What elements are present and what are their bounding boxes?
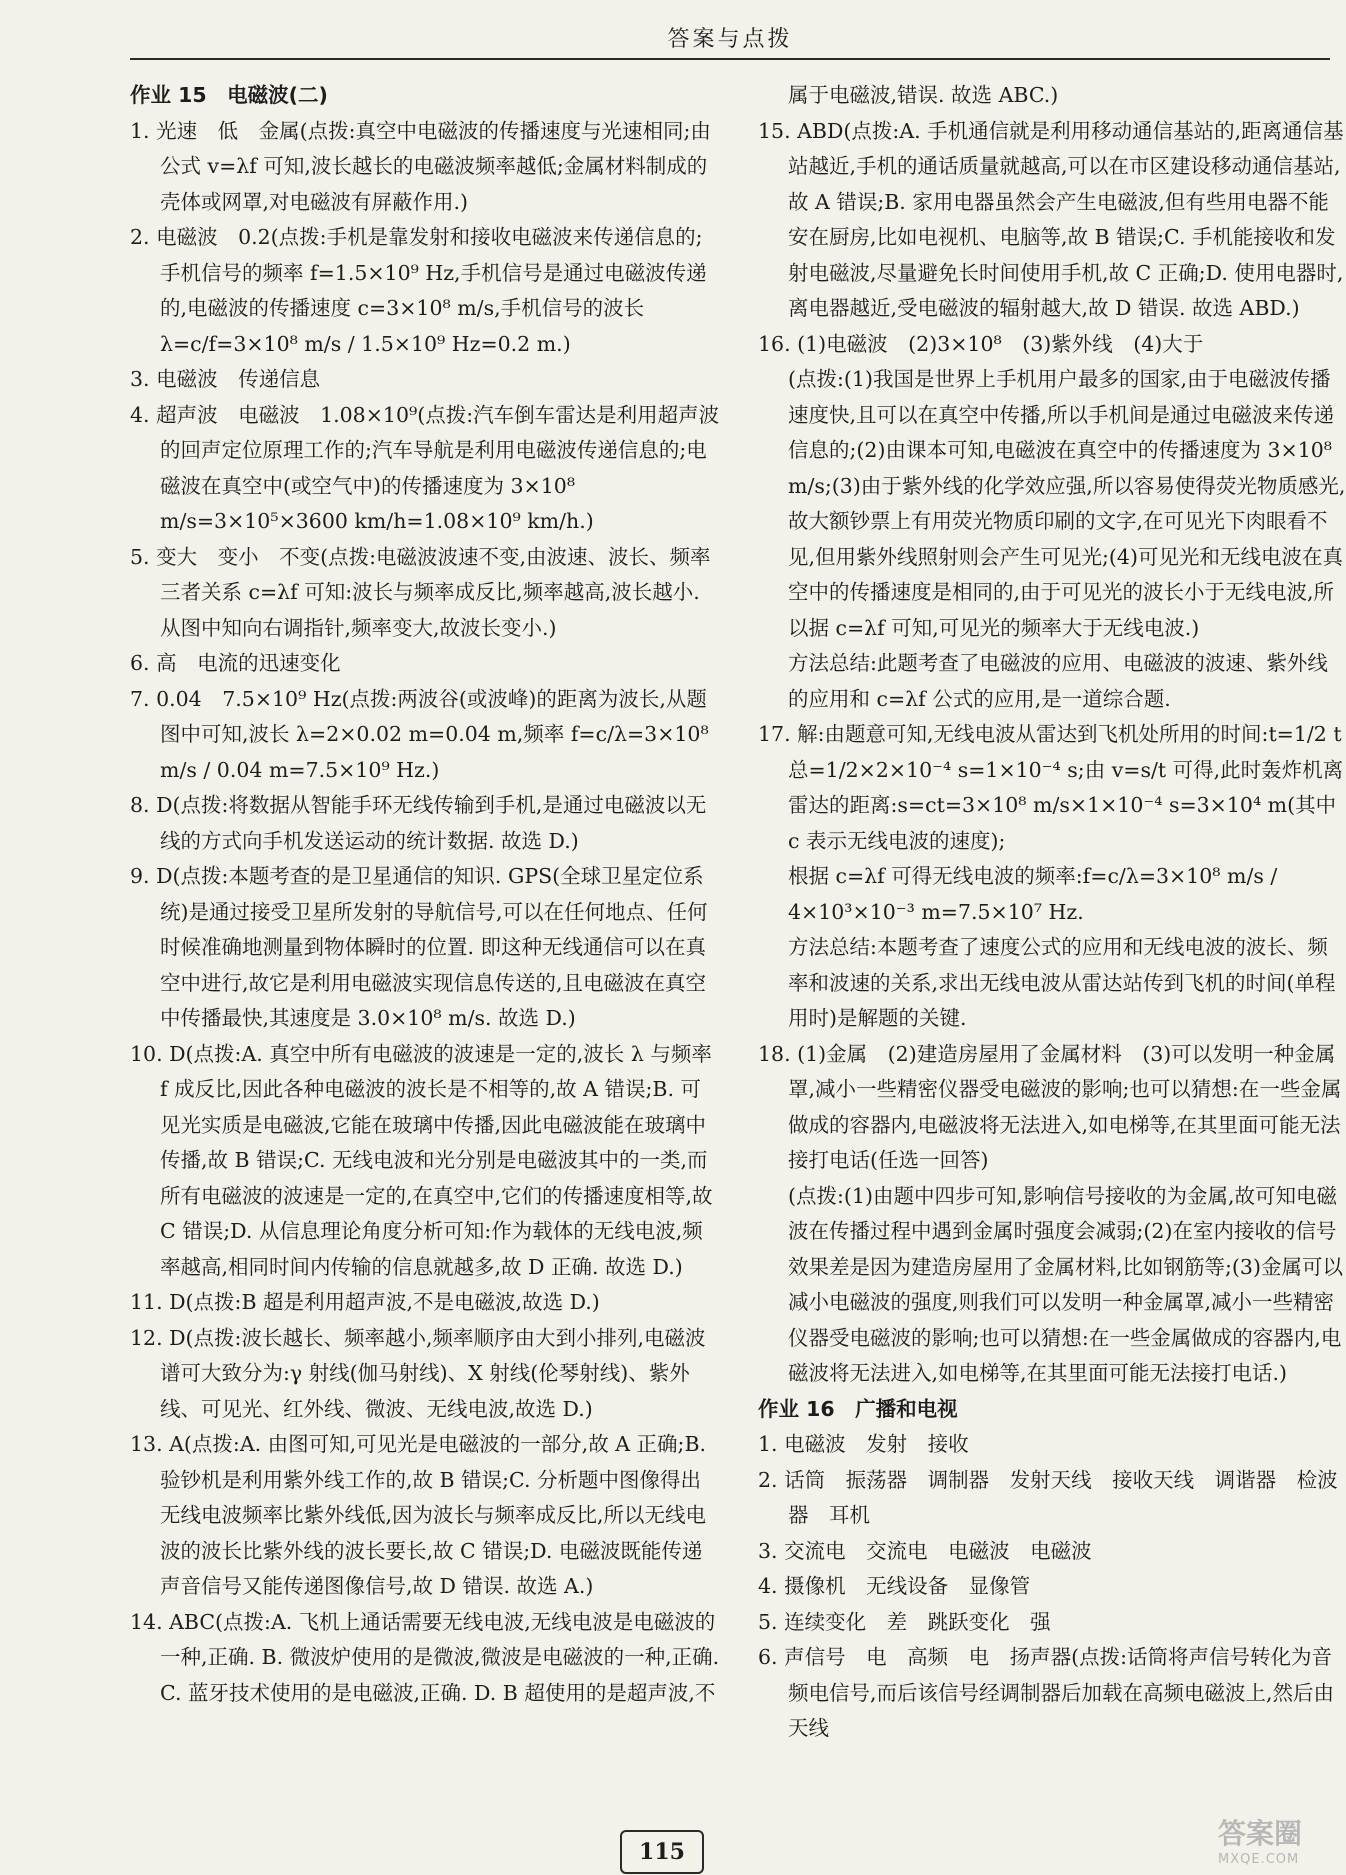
answer-paragraph: 方法总结:此题考查了电磁波的应用、电磁波的波速、紫外线的应用和 c=λf 公式的应用,是一道综合题.	[788, 651, 1328, 711]
answer-paragraph: 3. 电磁波 传递信息	[130, 367, 321, 391]
answer-paragraph: 方法总结:本题考查了速度公式的应用和无线电波的波长、频率和波速的关系,求出无线电波从雷达站传到飞机的时间(单程用时)是解题的关键.	[788, 935, 1336, 1030]
answer-paragraph: 14. ABC(点拨:A. 飞机上通话需要无线电波,无线电波是电磁波的一种,正确. B. 微波炉使用的是微波,微波是电磁波的一种,正确. C. 蓝牙技术使用的是电磁波,正确. D. B 超使用的是超声波,不	[130, 1609, 720, 1705]
answer-paragraph: 属于电磁波,错误. 故选 ABC.)	[788, 83, 1059, 107]
answer-paragraph: 2. 话筒 振荡器 调制器 发射天线 接收天线 调谐器 检波器 耳机	[758, 1467, 1338, 1527]
answer-paragraph: 13. A(点拨:A. 由图可知,可见光是电磁波的一部分,故 A 正确;B. 验钞机是利用紫外线工作的,故 B 错误;C. 分析题中图像得出无线电波频率比紫外线低,因为波长与频率成反比,所以无线电波的波长比紫外线的波长要长,故 C 错误;D. 电磁波既能传递声音信号又能传递图像信号,故 D 错误. 故选 A.)	[130, 1432, 707, 1598]
answer-paragraph: (点拨:(1)我国是世界上手机用户最多的国家,由于电磁波传播速度快,且可以在真空中传播,所以手机间是通过电磁波来传递信息的;(2)由课本可知,电磁波在真空中的传播速度为 3×10⁸ m/s;(3)由于紫外线的化学效应强,所以容易使得荧光物质感光,故大额钞票上有用荧光物质印刷的文字,在可见光下肉眼看不见,但用紫外线照射则会产生可见光;(4)可见光和无线电波在真空中的传播速度是相同的,由于可见光的波长小于无线电波,所以据 c=λf 可知,可见光的频率大于无线电波.)	[788, 367, 1346, 640]
answer-paragraph: 6. 声信号 电 高频 电 扬声器(点拨:话筒将声信号转化为音频电信号,而后该信号经调制器后加载在高频电磁波上,然后由天线	[758, 1645, 1335, 1740]
answer-paragraph: 1. 电磁波 发射 接收	[758, 1432, 969, 1456]
section-heading: 作业 15 电磁波(二)	[130, 83, 328, 107]
answer-paragraph: 16. (1)电磁波 (2)3×10⁸ (3)紫外线 (4)大于	[758, 331, 1204, 356]
answer-paragraph: 12. D(点拨:波长越长、频率越小,频率顺序由大到小排列,电磁波谱可大致分为:γ 射线(伽马射线)、X 射线(伦琴射线)、紫外线、可见光、红外线、微波、无线电波,故选 D.)	[130, 1325, 706, 1421]
watermark-logo-text: 答案圈	[1218, 1817, 1303, 1850]
answer-paragraph: 18. (1)金属 (2)建造房屋用了金属材料 (3)可以发明一种金属罩,减小一些精密仪器受电磁波的影响;也可以猜想:在一些金属做成的容器内,电磁波将无法进入,如电梯等,在其里面可能无法接打电话(任选一回答)	[758, 1041, 1342, 1172]
answer-paragraph: 4. 超声波 电磁波 1.08×10⁹(点拨:汽车倒车雷达是利用超声波的回声定位原理工作的;汽车导航是利用电磁波传递信息的;电磁波在真空中(或空气中)的传播速度为 3×10⁸ m/s=3×10⁵×3600 km/h=1.08×10⁹ km/h.)	[130, 402, 720, 533]
answer-paragraph: 10. D(点拨:A. 真空中所有电磁波的波速是一定的,波长 λ 与频率 f 成反比,因此各种电磁波的波长是不相等的,故 A 错误;B. 可见光实质是电磁波,它能在玻璃中传播,因此电磁波能在玻璃中传播,故 B 错误;C. 无线电波和光分别是电磁波其中的一类,而所有电磁波的波速是一定的,在真空中,它们的传播速度相等,故 C 错误;D. 从信息理论角度分析可知:作为载体的无线电波,频率越高,相同时间内传输的信息就越多,故 D 正确. 故选 D.)	[130, 1041, 713, 1279]
answer-paragraph: 2. 电磁波 0.2(点拨:手机是靠发射和接收电磁波来传递信息的;手机信号的频率 f=1.5×10⁹ Hz,手机信号是通过电磁波传递的,电磁波的传播速度 c=3×10⁸ m/s,手机信号的波长 λ=c/f=3×10⁸ m/s / 1.5×10⁹ Hz=0.2 m.)	[130, 225, 707, 356]
answer-paragraph: 4. 摄像机 无线设备 显像管	[758, 1574, 1031, 1598]
answer-paragraph: 根据 c=λf 可得无线电波的频率:f=c/λ=3×10⁸ m/s / 4×10³×10⁻³ m=7.5×10⁷ Hz.	[788, 864, 1278, 924]
page-header: 答案与点拨	[130, 22, 1330, 60]
answer-column-right	[758, 78, 1346, 1747]
watermark-url: MXQE.COM	[1218, 1852, 1300, 1867]
answer-paragraph: 7. 0.04 7.5×10⁹ Hz(点拨:两波谷(或波峰)的距离为波长,从题图中可知,波长 λ=2×0.02 m=0.04 m,频率 f=c/λ=3×10⁸ m/s / 0.04 m=7.5×10⁹ Hz.)	[130, 686, 709, 782]
answer-paragraph: 5. 连续变化 差 跳跃变化 强	[758, 1609, 1051, 1634]
answer-paragraph: 8. D(点拨:将数据从智能手环无线传输到手机,是通过电磁波以无线的方式向手机发送运动的统计数据. 故选 D.)	[130, 793, 707, 853]
answer-paragraph: 15. ABD(点拨:A. 手机通信就是利用移动通信基站的,距离通信基站越近,手机的通话质量就越高,可以在市区建设移动通信基站,故 A 错误;B. 家用电器虽然会产生电磁波,但有些用电器不能安在厨房,比如电视机、电脑等,故 B 错误;C. 手机能接收和发射电磁波,尽量避免长时间使用手机,故 C 正确;D. 使用电器时,离电器越近,受电磁波的辐射越大,故 D 错误. 故选 ABD.)	[758, 118, 1344, 320]
answer-paragraph: 9. D(点拨:本题考查的是卫星通信的知识. GPS(全球卫星定位系统)是通过接受卫星所发射的导航信号,可以在任何地点、任何时候准确地测量到物体瞬时的位置. 即这种无线通信可以在真空中进行,故它是利用电磁波实现信息传送的,且电磁波在真空中传播最快,其速度是 3.0×10⁸ m/s. 故选 D.)	[130, 864, 708, 1030]
answer-paragraph: 3. 交流电 交流电 电磁波 电磁波	[758, 1538, 1092, 1563]
site-watermark	[1218, 1812, 1340, 1868]
answer-paragraph: 1. 光速 低 金属(点拨:真空中电磁波的传播速度与光速相同;由公式 v=λf 可知,波长越长的电磁波频率越低;金属材料制成的壳体或网罩,对电磁波有屏蔽作用.)	[130, 118, 711, 214]
answer-paragraph: 6. 高 电流的迅速变化	[130, 651, 341, 675]
answer-paragraph: 11. D(点拨:B 超是利用超声波,不是电磁波,故选 D.)	[130, 1290, 600, 1314]
answer-paragraph: 17. 解:由题意可知,无线电波从雷达到飞机处所用的时间:t=1/2 t总=1/2×2×10⁻⁴ s=1×10⁻⁴ s;由 v=s/t 可得,此时轰炸机离雷达的距离:s=ct=3×10⁸ m/s×1×10⁻⁴ s=3×10⁴ m(其中 c 表示无线电波的速度);	[758, 722, 1344, 853]
section-heading: 作业 16 广播和电视	[758, 1396, 958, 1421]
answer-paragraph: (点拨:(1)由题中四步可知,影响信号接收的为金属,故可知电磁波在传播过程中遇到金属时强度会减弱;(2)在室内接收的信号效果差是因为建造房屋用了金属材料,比如钢筋等;(3)金属可以减小电磁波的强度,则我们可以发明一种金属罩,减小一些精密仪器受电磁波的影响;也可以猜想:在一些金属做成的容器内,电磁波将无法进入,如电梯等,在其里面可能无法接打电话.)	[788, 1183, 1343, 1385]
answer-column-left	[130, 78, 720, 1711]
answer-paragraph: 5. 变大 变小 不变(点拨:电磁波波速不变,由波速、波长、频率三者关系 c=λf 可知:波长与频率成反比,频率越高,波长越小. 从图中知向右调指针,频率变大,故波长变小.)	[130, 544, 711, 640]
page-number: 115	[620, 1830, 704, 1874]
